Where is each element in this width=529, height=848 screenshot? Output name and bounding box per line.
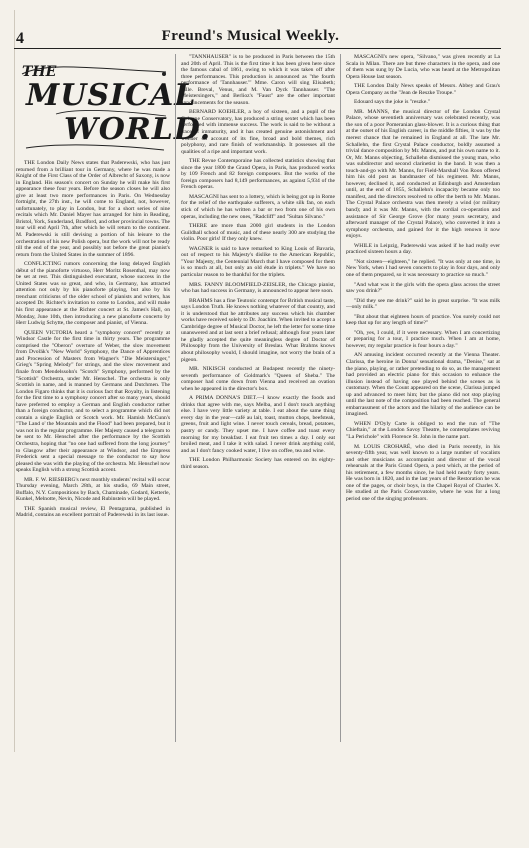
article-riesberg: MR. F. W. RIESBERG's next monthly students' recital will occur Thursday evening, March 28th, at his studio, 69 Main street, Buffalo, N.Y. Compositions by Bach, Chaminade, Godard, Ketterle, Kunkel, Melnotte, Nevin, Nicode and Rubinstein will be played. [16, 476, 170, 503]
header-rule [14, 48, 501, 49]
article-vienna-incident: AN amusing incident occurred recently at the Vienna Theater. Clarissa, the heroine in Donna' sensational drama, "Denise," sat at the piano, playing, or rather pretending to do so, as the management had provided an electric piano for this occasion to enhance the illusion instead of having one played behind the scenes as is customary. When the Count appeared on the scene, Clarissa jumped up and advanced to meet him; but the piano did not stop playing until the last note of the composition had been reached. The general embarrassment of the actors and the hilarity of the audience can be imagined. [346, 352, 500, 418]
article-zeisler: MRS. FANNY BLOOMFIELD-ZEISLER, the Chicago pianist, who has had success in Germany, is announced to appear here soon. [181, 281, 335, 295]
article-paderewski-quote-1: "Not sixteen—eighteen," he replied. "It was only at one time, in New York, when I had seven concerts to play in four days, and only one of them prepared, so it was necessary to practice so much." [346, 258, 500, 278]
article-paderewski-quote-5: "Oh, yes, I could, if it were necessary. When I am concertizing or preparing for a tour, I practice much. When I am at home, however, my regular practice is four hours a day." [346, 329, 500, 349]
article-queen-victoria: QUEEN VICTORIA heard a "symphony concert" recently at Windsor Castle for the first time in thirty years. The programme comprised the "Oberon" overture of Weber, the slow movement from Dvořák's "New World" Symphony, the Dance of Apprentices and Procession of Masters from Wagner's "Die Meistersinger," Grieg's "Spring Melody" for strings, and the slow movement and finale from Mendelssohn's "Scotch" Symphony, performed by the "Scottish" Orchestra, under Mr. Henschel. The orchestra is only Scottish in name, and is manned by Germans and Dutchmen. The London Figaro thinks that it is curious fact that Royalty, in listening for the first time to a symphony concert after so many years, should have preferred to employ a German and English conductor rather than a foreign conductor, and to select a programme which did not contain a single English or Scotch work. Mr. Hamish McCunn's "The Land o' the Mountain and the Flood" had been prepared, but it was not in the regular programme. Her Majesty caused a telegram to be sent to Mr. Henschel after the performance by the Scottish Orchestra, hoping that "no one had suffered from the long journey" to Glasgow after their appearance at Windsor, and the Empress Frederick sent a special message to the conductor to say how pleased she was with the playing of the orchestra. Mr. Henschel now speaks English with a strong Scottish accent. [16, 329, 170, 474]
article-koehler: BERNARD KOEHLER, a boy of sixteen, and a pupil of the Cologne Conservatory, has produced a string sextet which has been performed with immense success. The work is said to be without a trace of immaturity, and it has created genuine astonishment and wonder on account of its fine, broad and bold themes, rich polyphony, and rare finish of workmanship. It possesses all the qualities of a ripe and important work. [181, 109, 335, 155]
column-2 [181, 54, 335, 742]
article-manns: MR. MANNS, the musical director of the London Crystal Palace, whose seventieth anniversary was celebrated recently, was the son of a poor Pomeranian glass-blower. It is a curious thing that at the outset of his English career, in the middle fifties, it was by the merest chance that he remained in England at all. The late Mr. Schallehn, the first Crystal Palace conductor, boldly assumed a trivial dance composition by Mr. Manns, and put his own name to it. Or, Mr. Manns objecting, Schallehn dismissed the young man, who was subdirector and second clarinetist in the band. It was then a touch-and-go with Mr. Manns, for Field-Marshall Von Roon offered him his old post as bandmaster of his regiment. Mr. Manns, however, declined it, and conducted at Edinburgh and Amsterdam until, at the end of 1855, Schallehn's incapacity became only too manifest, and the directors resolved to offer the berth to Mr. Manns. The Crystal Palace orchestra was then merely a wind (or military band); and it was Mr. Manns, with the cordial co-operation and assistance of Sir George Grove (for many years secretary, and afterward manager of the Crystal Palace), who converted it into a symphony orchestra, and gained for it the high renown it now enjoys. [346, 108, 500, 240]
masthead-logo [16, 58, 212, 154]
article-reszke-troupe: THE London Daily News speaks of Messrs. Abbey and Grau's Opera Company as the "Jean de Reszke Troupe." [346, 83, 500, 96]
article-guildhall: THERE are more than 2000 girl students in the London Guildhall school of music, and of these nearly 300 are studying the violin. Poor girls! If they only knew. [181, 223, 335, 243]
article-brahms: BRAHMS has a fine Teutonic contempt for British musical taste, says London Truth. He knows nothing whatever of that country, and it is understood that he attributes any success which his chamber works have received solely to Dr. Joachim. When invited to accept a Cambridge degree of Musical Doctor, he left the letter for some time unanswered and at last sent a brief refusal; although four years later he gladly accepted the quite meaningless degree of Doctor of Philosophy from the University of Breslau. What Brahms knows about philosophy would, I should imagine, not worry the brain of a pigeon. [181, 297, 335, 363]
article-doyly-carte: WHEN D'Oyly Carte is obliged to end the run of "The Chieftain," at the London Savoy Theatre, he contemplates reviving "La Perichole" with Florence St. John in the name part. [346, 420, 500, 440]
article-paderewski-quote-4: "But about that eighteen hours of practice. You surely could not keep that up for any length of time?" [346, 313, 500, 327]
article-silvano: MASCAGNI's new opera, "Silvano," was given recently at La Scala in Milan. There are but three characters in the opera, and one of them was sung by De Lucia, who was heard at the Metropolitan Opera House last season. [346, 54, 500, 80]
article-nikisch: MR. NIKISCH conducted at Budapest recently the ninety-seventh performance of Goldmark's "Queen of Sheba." The composer had come down from Vienna and received an ovation when he appeared in the director's box. [181, 366, 335, 392]
column-1 [16, 160, 170, 848]
article-reszke-joke: Edouard says the joke is "reszke." [354, 99, 431, 106]
article-revue: THE Revue Contemporaine has collected statistics showing that since the year 1800 the Grand Opera, in Paris, has produced works by 109 French and 82 foreign composers. But the works of the foreign composers had 8,149 performances, as against 5,934 of the French operas. [181, 158, 335, 191]
article-paderewski-tour: THE London Daily News states that Paderewski, who has just returned from a brilliant tour in Germany, where he was made a Knight of the First Class of the Order of Albrecht of Saxony, is now in England. His season's concert on Sunday he will make his first appearance these four years. Before the season closes he will also give at least two more performances in Paris. On Wednesday fortnight, the 27th inst., he will come to England, not, however, unfortunately, to play in London, but for a short series of nine recitals which Mr. Daniel Mayer has arranged for him in Reading, Bristol, York, Sunderland, Bradford, and other provincial towns. The tour will end April 7th, after which he will return to the continent. M. Paderewski is still devising a portion of his leisure to the orchestration of his new Polish opera, but the work will not be ready till the end of the year, and possibly not before the great pianist's return from the United States in the summer of 1896. [16, 160, 170, 258]
article-pentagrama: THE Spanish musical review, El Pentagrama, published in Madrid, contains an excellent portrait of Paderewski in its last issue. [16, 505, 170, 519]
article-wagner: WAGNER is said to have remarked to King Louis of Bavaria, out of respect to his Majesty's dislike to the American Republic, "Your Majesty, the Centennial March that I have composed for them is so much at all, but only an old étude in triplets." We have no particular reason to be thankful for the triplets. [181, 245, 335, 278]
masthead-the: THE [22, 64, 57, 80]
article-philharmonic: THE London Philharmonic Society has entered on its eighty-third season. [181, 457, 335, 470]
article-melba-diet: A PRIMA DONNA'S DIET.—I know exactly the foods and drinks that agree with me, says Melba, and I don't touch anything else. I have very little variety at table. I eat about the same thing every day in the year—café au lait, toast, mutton chops, beefsteak, greens, fruit and light wine. I never touch cereals, bread, potatoes, pastry or candy. They upset me. I have coffee and toast every morning for my breakfast. I eat fruit ten times a day. I only eat broiled meat, and I take it with salad. I never drink anything cold, and as I don't fancy cooked water, I live on coffee, tea and wine. [181, 395, 335, 454]
article-paderewski-practice: WHILE in Leipzig, Paderewski was asked if he had really ever practiced sixteen hours a day. [346, 242, 500, 256]
article-mascagni-fan: MASCAGNI has sent to a lottery, which is being got up in Rome for the relief of the earthquake sufferers, a white silk fan, on each stick of which he has written a bar or two from one of his own operas, including the new ones, "Radcliff" and "Sultan Silvano." [181, 193, 335, 220]
article-paderewski-quote-2: "And what was it the girls with the opera glass across the street saw you drink?" [346, 281, 500, 295]
article-paderewski-quote-3: "Did they see me drink?" said he in great surprise. "It was milk—only milk." [346, 297, 500, 311]
article-rosenthal: CONFLICTING rumors concerning the long delayed English début of the pianoforte virtuoso, Herr Moritz Rosenthal, may now be set at rest. This distinguished executant, whose success in the United States was so great, and who, in Germany, has attracted attention not only by his pianoforte playing, but also by his trenchant criticisms of the older school of pianists and writers, has accepted Dr. Richter's invitation to come to London, and will make his first appearance at the Richter concert at St. James's Hall, on Monday, June 10th, then introducing a new pianoforte concerto by Herr Ludwig Schytte, the composer and pianist, of Vienna. [16, 261, 170, 327]
page-number: 4 [16, 30, 24, 47]
column-3 [346, 54, 500, 742]
article-tannhauser: "TANNHAUSER" is to be produced in Paris between the 15th and 20th of April. This is the first time it has been given here since the famous cabal of 1861, owing to which it was taken off after three performances. This production is announced as "the fourth performance of 'Tannhauser.'" Mme. Caron will sing Elisabeth; Mlle. Breval, Venus, and M. Van Dyck Tannhauser. "The Meistersingers," and Berlioz's "Faust" are the other important announcements for the season. [181, 54, 335, 106]
masthead-musical: MUSICAL [26, 78, 197, 113]
masthead-world: WORLD. [64, 112, 212, 147]
article-croharé: M. LOUIS CROHARÉ, who died in Paris recently, in his seventy-fifth year, was well known to a large number of vocalists and other musicians as accompanist and director of the vocal rehearsals at the Paris Grand Opera, a post which, at the period of his retirement, a few months since, he had held nearly forty years. He was born in 1820, and in the last years of the Restoration he was one of the pages, or choir boys, in the Chapel Royal of Charles X. He studied at the Paris Conservatoire, where he was for a long period one of the singing professors. [346, 443, 500, 502]
column-divider [175, 54, 176, 742]
journal-title: Freund's Musical Weekly. [161, 28, 340, 44]
column-divider [340, 54, 341, 742]
